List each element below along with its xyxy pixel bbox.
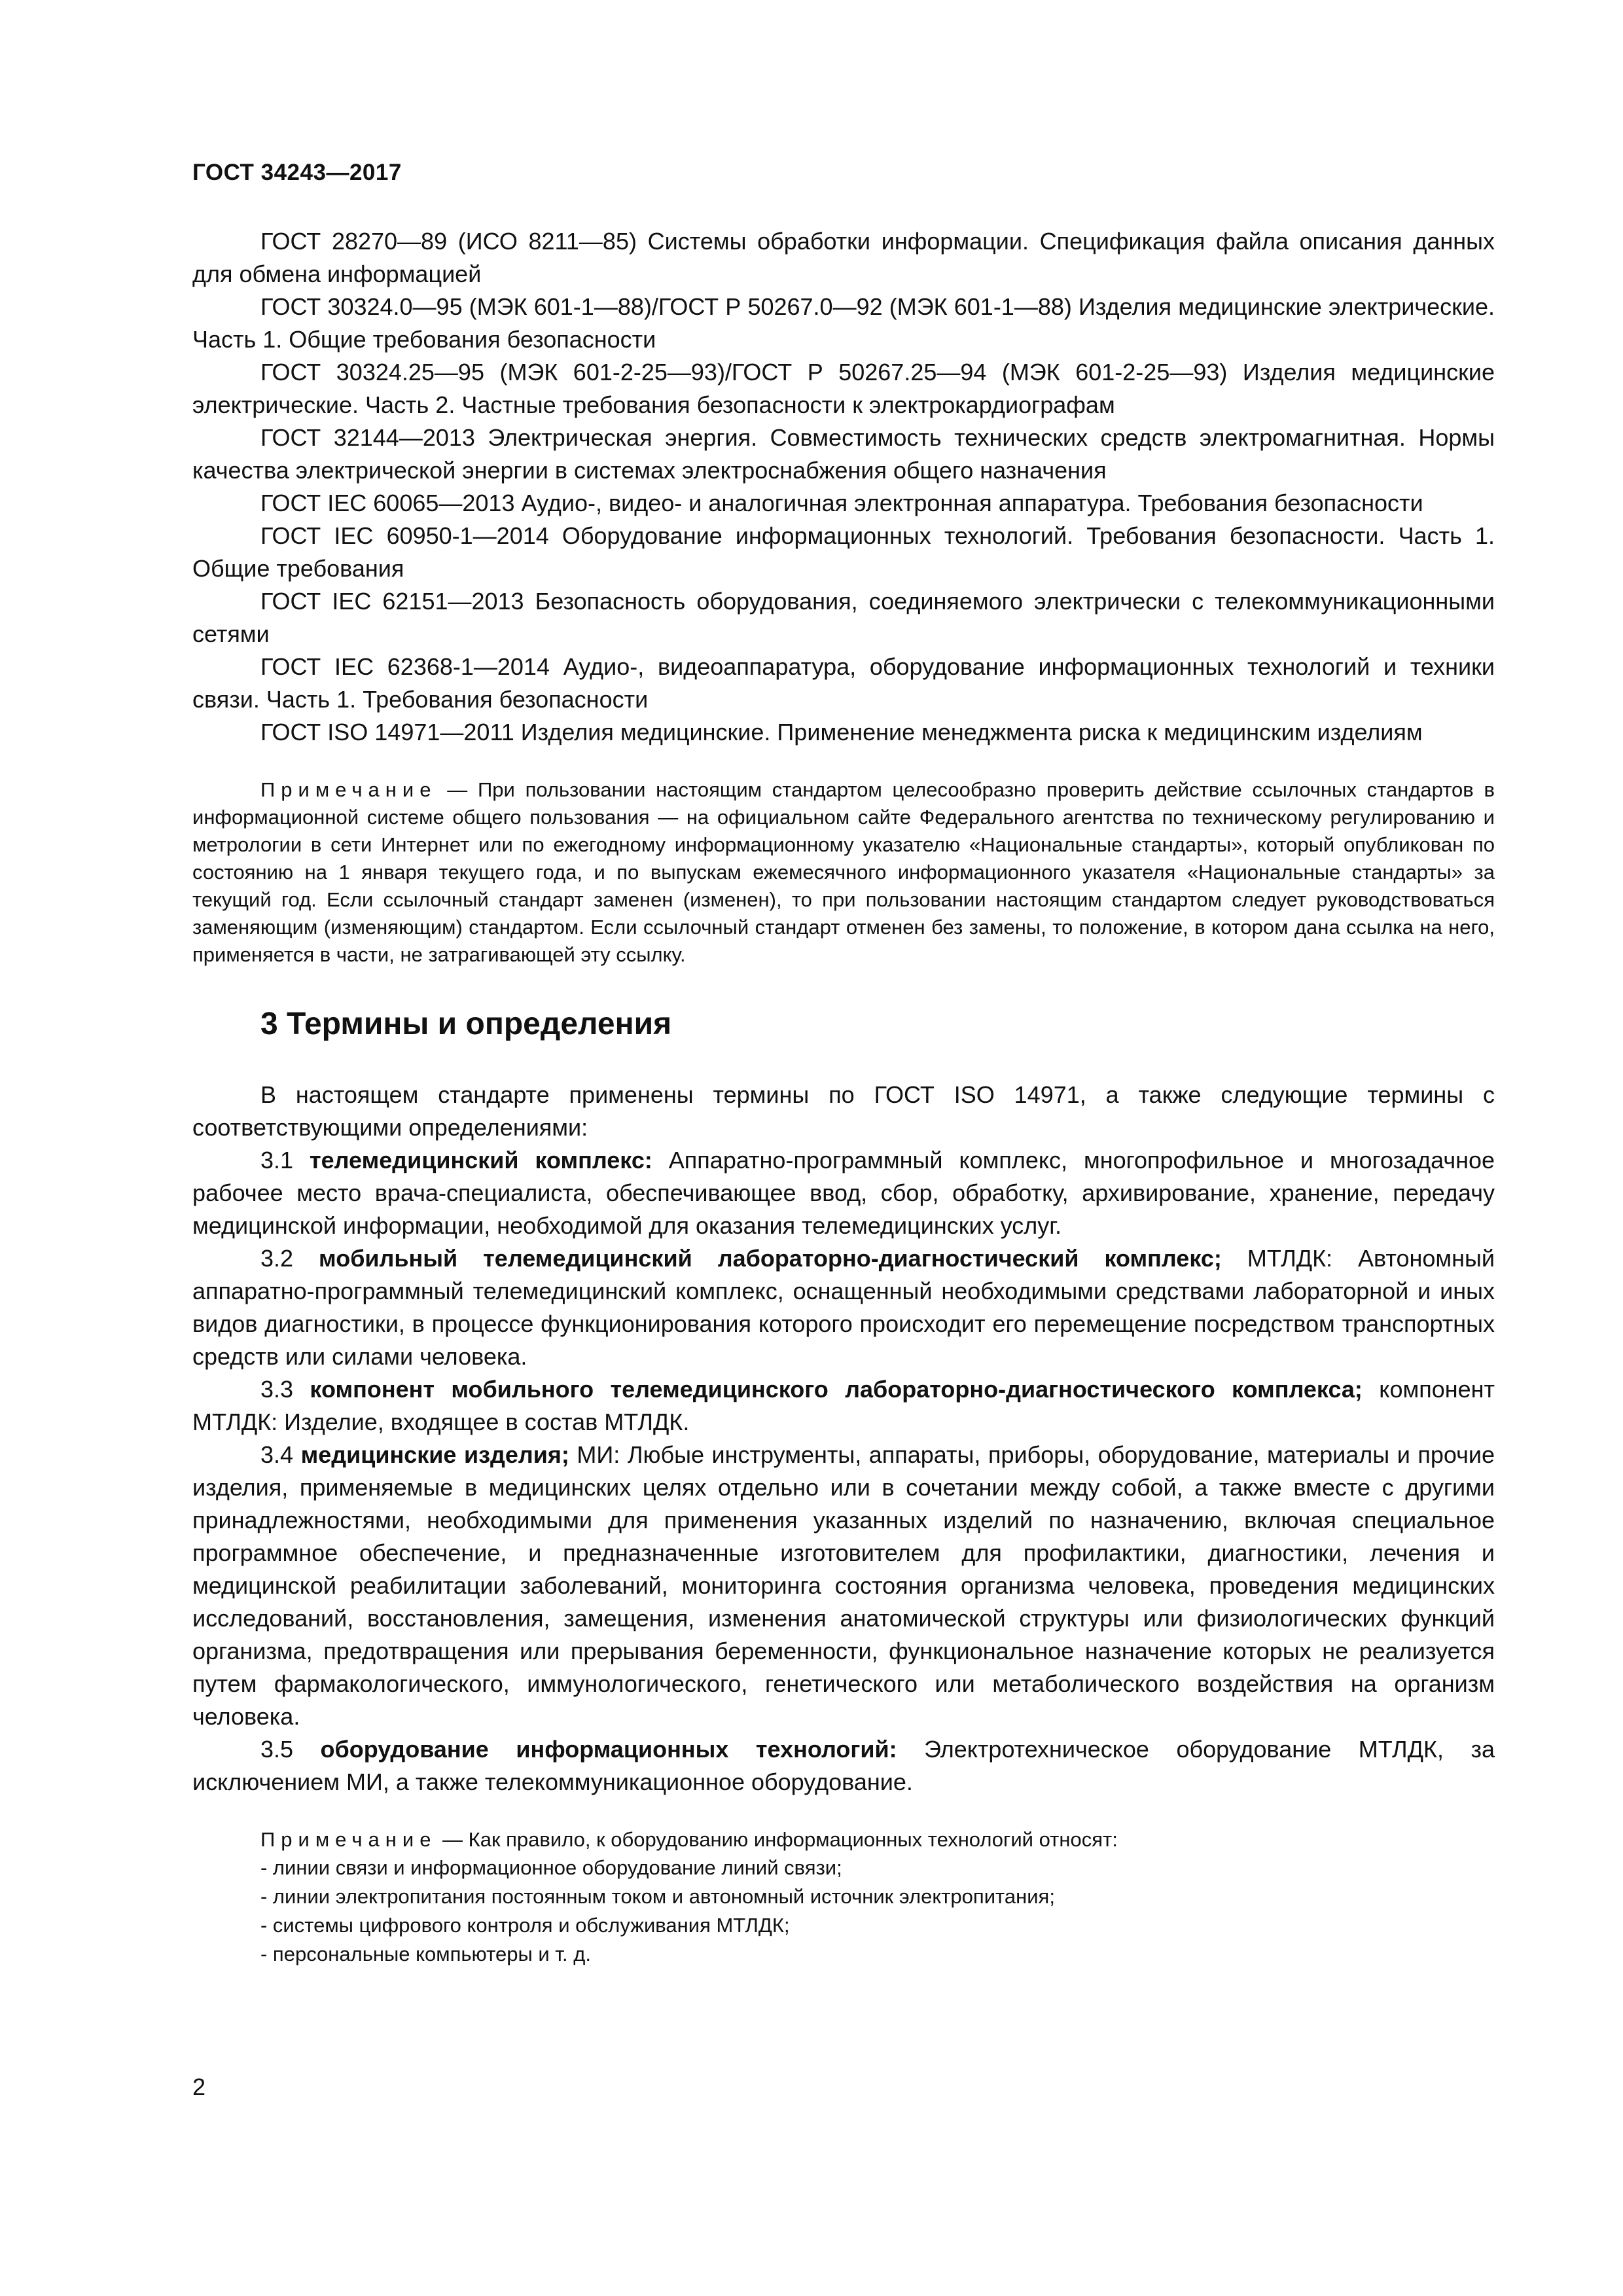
page-number: 2 [192,2073,206,2100]
reference-item: ГОСТ 30324.0—95 (МЭК 601-1—88)/ГОСТ Р 50267.0—92 (МЭК 601-1—88) Изделия медицинские электрические. Часть 1. Общие требования безопасности [192,293,1495,353]
section-intro: В настоящем стандарте применены термины по ГОСТ ISO 14971, а также следующие термины с соответствующими определениями: [192,1081,1495,1141]
note-label: Примечание [260,778,437,801]
term-definition: МИ: Любые инструменты, аппараты, приборы, оборудование, материалы и прочие изделия, применяемые в медицинских целях отдельно или в сочетании между собой, а также вместе с другими принадлежностями, необходимыми для применения указанных изделий по назначению, включая специальное программное обеспечение, и предназначенные изготовителем для профилактики, диагностики, лечения и медицинской реабилитации заболеваний, мониторинга состояния организма человека, проведения медицинских исследований, восстановления, замещения, изменения анатомической структуры или физиологических функций организма, предотвращения или прерывания беременности, функциональное назначение которых не реализуется путем фармакологического, иммунологического, генетического или метаболического воздействия на организм человека. [192,1441,1495,1730]
page-content [192,225,1495,1969]
term-number: 3.2 [260,1245,319,1272]
term-definition: Электротехническое оборудование МТЛДК, за исключением МИ, а также телекоммуникационное оборудование. [192,1736,1495,1795]
reference-item: ГОСТ 28270—89 (ИСО 8211—85) Системы обработки информации. Спецификация файла описания данных для обмена информацией [192,228,1495,287]
reference-item: ГОСТ 30324.25—95 (МЭК 601-2-25—93)/ГОСТ Р 50267.25—94 (МЭК 601-2-25—93) Изделия медицинские электрические. Часть 2. Частные требования безопасности к электрокардиографам [192,359,1495,418]
reference-item: ГОСТ 32144—2013 Электрическая энергия. Совместимость технических средств электромагнитная. Нормы качества электрической энергии в системах электроснабжения общего назначения [192,424,1495,484]
term-number: 3.1 [260,1147,310,1174]
list-item: - системы цифрового контроля и обслуживания МТЛДК; [260,1914,790,1937]
term-entry [192,1733,1495,1799]
note-label: Примечание [260,1828,437,1851]
reference-item: ГОСТ IEC 62151—2013 Безопасность оборудования, соединяемого электрически с телекоммуникационными сетями [192,588,1495,647]
term-definition: Аппаратно-программный комплекс, многопрофильное и многозадачное рабочее место врача-специалиста, обеспечивающее ввод, сбор, обработку, архивирование, хранение, передачу медицинской информации, необходимой для оказания телемедицинских услуг. [192,1147,1495,1239]
note-references [192,776,1495,969]
list-item: - персональные компьютеры и т. д. [260,1943,591,1965]
term-definition: компонент МТЛДК: Изделие, входящее в состав МТЛДК. [192,1376,1495,1435]
list-item: - линии связи и информационное оборудование линий связи; [260,1856,842,1879]
note-text: — Как правило, к оборудованию информационных технологий относят: [437,1828,1118,1851]
note-text: — При пользовании настоящим стандартом целесообразно проверить действие ссылочных стандартов в информационной системе общего пользования — на официальном сайте Федерального агентства по техническому регулированию и метрологии в сети Интернет или по ежегодному информационному указателю «Национальные стандарты», который опубликован по состоянию на 1 января текущего года, и по выпускам ежемесячного информационного указателя «Национальные стандарты» за текущий год. Если ссылочный стандарт заменен (изменен), то при пользовании настоящим стандартом следует руководствоваться заменяющим (изменяющим) стандартом. Если ссылочный стандарт отменен без замены, то положение, в котором дана ссылка на него, применяется в части, не затрагивающей эту ссылку. [192,778,1495,966]
term-name: компонент мобильного телемедицинского лабораторно-диагностического комплекса; [310,1376,1363,1403]
term-entry [192,1144,1495,1242]
term-entry [192,1242,1495,1373]
term-name: телемедицинский комплекс: [309,1147,652,1174]
reference-item: ГОСТ ISO 14971—2011 Изделия медицинские. Применение менеджмента риска к медицинским изделиям [260,719,1423,745]
term-name: медицинские изделия; [300,1441,569,1468]
page-header-title: ГОСТ 34243—2017 [192,160,402,185]
list-item: - линии электропитания постоянным током и автономный источник электропитания; [260,1885,1055,1908]
section-heading: 3 Термины и определения [260,1007,672,1041]
reference-item: ГОСТ IEC 60065—2013 Аудио-, видео- и аналогичная электронная аппаратура. Требования безопасности [260,490,1423,516]
term-entry [192,1373,1495,1439]
note-it-equipment [192,1826,1495,1854]
term-definition: МТЛДК: Автономный аппаратно-программный телемедицинский комплекс, оснащенный необходимыми средствами лабораторной и иных видов диагностики, в процессе функционирования которого происходит его перемещение посредством транспортных средств или силами человека. [192,1245,1495,1370]
term-number: 3.5 [260,1736,321,1763]
term-name: оборудование информационных технологий: [320,1736,897,1763]
reference-item: ГОСТ IEC 60950-1—2014 Оборудование информационных технологий. Требования безопасности. Часть 1. Общие требования [192,522,1495,582]
term-name: мобильный телемедицинский лабораторно-диагностический комплекс; [319,1245,1222,1272]
term-number: 3.3 [260,1376,310,1403]
term-number: 3.4 [260,1441,301,1468]
reference-item: ГОСТ IEC 62368-1—2014 Аудио-, видеоаппаратура, оборудование информационных технологий и техники связи. Часть 1. Требования безопасности [192,653,1495,713]
term-entry [192,1439,1495,1733]
